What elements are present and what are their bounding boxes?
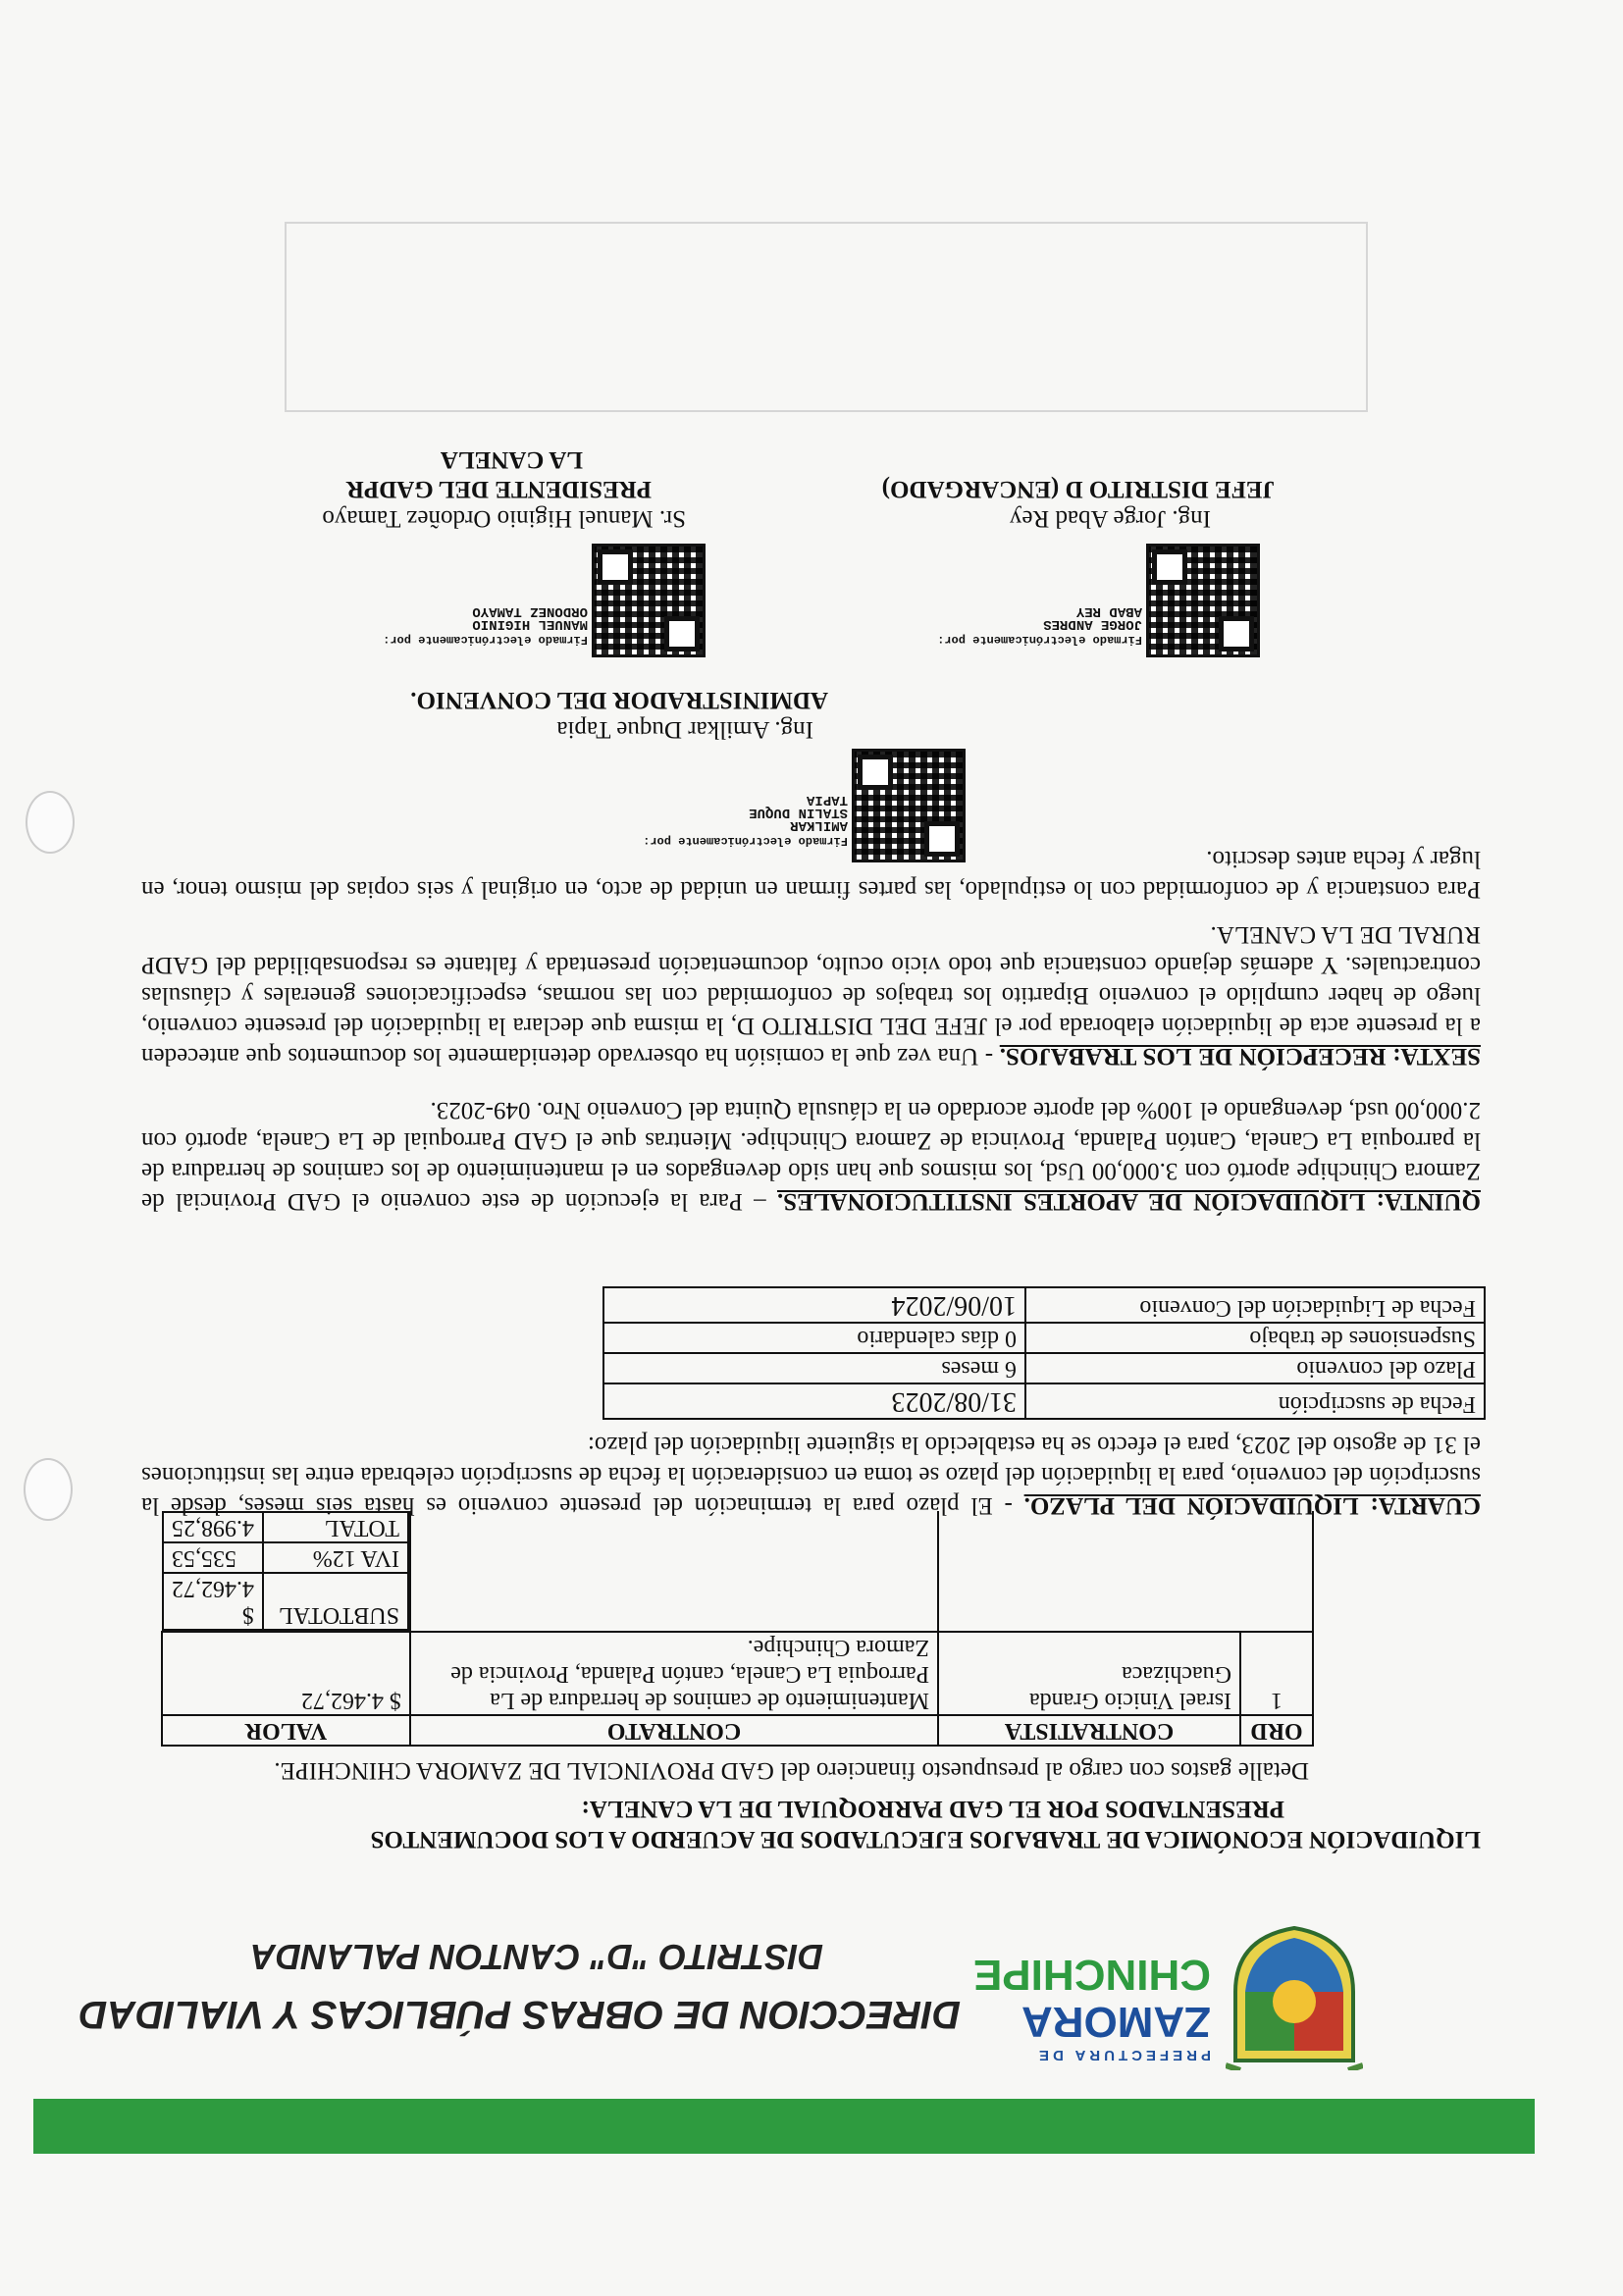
quinta-text: – Para la ejecución de este convenio el GAD Provincial de Zamora Chinchipe aportó con 3.000,00 Usd, los mismos que han sido devengados en el mantenimiento de los caminos de herradura de la parroquia La Canela, Cantón Palanda, Provincia de Zamora Chinchipe. Mientras que el GAD Parroquial de La Canela, aportó con 2.000,00 usd, devengando el 100% del aporte acordado en la cláusula Quinta del Convenio Nro. 049-2023. bbox=[140, 1097, 1481, 1215]
table-row bbox=[603, 1287, 1485, 1323]
stamp-caption: Firmado electrónicamente por: bbox=[937, 633, 1142, 647]
stamp-name: JORGE ANDRES ABAD REY bbox=[1043, 603, 1142, 632]
cuarta-heading: CUARTA: LIQUIDACIÓN DEL PLAZO. bbox=[1023, 1492, 1481, 1519]
qr-code-icon bbox=[852, 749, 966, 862]
signature-jefe bbox=[848, 451, 1358, 667]
cost-table-header bbox=[162, 1715, 1313, 1746]
subtotal-value: $ 4.462,72 bbox=[163, 1573, 263, 1630]
plazo-label: Fecha de suscripción bbox=[1025, 1383, 1485, 1419]
zamora-label: ZAMORA bbox=[1021, 1998, 1211, 2046]
detail-text: Detalle gastos con cargo al presupuesto financiero del GAD PROVINCIAL DE ZAMORA CHINCHIPE. bbox=[274, 1757, 1309, 1784]
admin-role: ADMINISTRADOR DEL CONVENIO. bbox=[410, 687, 828, 713]
shield-logo-icon bbox=[1226, 1923, 1363, 2070]
stamp-caption: Firmado electrónicamente por: bbox=[643, 834, 848, 848]
plazo-value: 0 días calendario bbox=[603, 1323, 1025, 1353]
plazo-value: 31/08/2023 bbox=[603, 1383, 1025, 1419]
cell-valor: $ 4.462,72 bbox=[162, 1632, 410, 1715]
document-title bbox=[146, 1794, 1481, 1854]
plazo-label: Plazo del convenio bbox=[1025, 1353, 1485, 1383]
cuarta-paragraph bbox=[141, 1430, 1481, 1521]
plazo-table bbox=[602, 1286, 1486, 1420]
header-green-bar bbox=[33, 2099, 1535, 2154]
sexta-heading: SEXTA: RECEPCIÓN DE LOS TRABAJOS. bbox=[999, 1043, 1481, 1070]
stamp-caption: Firmado electrónicamente por: bbox=[383, 633, 588, 647]
col-contratista: CONTRATISTA bbox=[938, 1715, 1240, 1746]
presidente-role-1: PRESIDENTE DEL GADPR bbox=[345, 476, 652, 502]
summary-row bbox=[162, 1511, 1313, 1632]
title-line-2: PRESENTADOS POR EL GAD PARROQUIAL DE LA CANELA: bbox=[581, 1796, 1284, 1822]
direccion-title: DIRECCION DE OBRAS PÚBLICAS Y VIALIDAD bbox=[79, 1993, 961, 2036]
admin-name: Ing. Amilkar Duque Tapia bbox=[556, 716, 813, 743]
signature-administrador bbox=[410, 672, 1034, 868]
cell-contrato: Mantenimiento de caminos de herradura de La Parroquia La Canela, cantón Palanda, Provincia de Zamora Chinchipe. bbox=[410, 1632, 938, 1715]
total-label: TOTAL bbox=[263, 1512, 408, 1542]
cell-contratista: Israel Vinicio Granda Guachizaca bbox=[938, 1632, 1240, 1715]
prefectura-label: PREFECTURA DE bbox=[1035, 2047, 1211, 2063]
qr-code-icon bbox=[1146, 544, 1260, 657]
stamp-name: MANUEL HIGINIO ORDONEZ TAMAYO bbox=[472, 603, 588, 632]
presidente-role-2: LA CANELA bbox=[440, 446, 583, 473]
punch-hole-bottom bbox=[26, 791, 75, 854]
col-contrato: CONTRATO bbox=[410, 1715, 938, 1746]
plazo-label: Fecha de Liquidación del Convenio bbox=[1025, 1287, 1485, 1323]
table-row bbox=[603, 1323, 1485, 1353]
table-row bbox=[603, 1383, 1485, 1419]
iva-value: 535,53 bbox=[163, 1542, 263, 1573]
cell-ord: 1 bbox=[1240, 1632, 1313, 1715]
sexta-text: - Una vez que la comisión ha observado detenidamente los documentos que anteceden a la presente acta de liquidación elaborada por el JEFE DEL DISTRITO D, la misma que declara la liquidación del presente convenio, luego de haber cumplido el convenio Bipartito los trabajos de conformidad con las normas, especificaciones generales y cláusulas contractuales. Y además dejando constancia que todo vicio oculto, documentación presentada y faltante es responsabilidad del GADP RURAL DE LA CANELA. bbox=[141, 921, 1481, 1070]
table-row bbox=[162, 1632, 1313, 1715]
bleed-through-table bbox=[285, 222, 1368, 412]
subtotal-label: SUBTOTAL bbox=[263, 1573, 408, 1630]
presidente-name: Sr. Manuel Higinio Ordoñez Tamayo bbox=[322, 505, 686, 532]
quinta-paragraph bbox=[141, 1095, 1481, 1217]
letterhead bbox=[78, 1904, 1373, 2075]
jefe-name: Ing. Jorge Abad Rey bbox=[1009, 505, 1211, 532]
cost-table bbox=[161, 1511, 1314, 1747]
quinta-heading: QUINTA: LIQUIDACIÓN DE APORTES INSTITUCIONALES. bbox=[776, 1188, 1481, 1215]
stamp-name: AMILKAR STALIN DUQUE TAPIA bbox=[749, 792, 848, 833]
plazo-value: 10/06/2024 bbox=[603, 1287, 1025, 1323]
cuarta-text: - El plazo para la terminación del presente convenio es hasta seis meses, desde la suscripción del convenio, para la liquidación del plazo se toma en consideración la fecha de suscripción celebrada entre las instituciones el 31 de agosto del 2023, para el efecto se ha establecido la siguiente liquidación del plazo: bbox=[140, 1432, 1481, 1519]
title-line-1: LIQUIDACIÓN ECONÓMICA DE TRABAJOS EJECUTADOS DE ACUERDO A LOS DOCUMENTOS bbox=[370, 1826, 1481, 1852]
qr-code-icon bbox=[592, 544, 706, 657]
closing-paragraph: Para constancia y de conformidad con lo estipulado, las partes firman en unidad de acto, en original y seis copias del mismo tenor, en lugar y fecha antes descrito. bbox=[141, 846, 1481, 903]
iva-label: IVA 12% bbox=[263, 1542, 408, 1573]
table-row bbox=[603, 1353, 1485, 1383]
summary-table bbox=[162, 1511, 409, 1631]
distrito-title: DISTRITO "D" CANTON PALANDA bbox=[249, 1937, 823, 1977]
total-value: 4.998,25 bbox=[163, 1512, 263, 1542]
sexta-paragraph bbox=[141, 919, 1481, 1071]
col-ord: ORD bbox=[1240, 1715, 1313, 1746]
jefe-role: JEFE DISTRITO D (ENCARGADO) bbox=[881, 476, 1275, 502]
plazo-value: 6 meses bbox=[603, 1353, 1025, 1383]
chinchipe-label: CHINCHIPE bbox=[972, 1951, 1211, 1999]
col-valor: VALOR bbox=[162, 1715, 410, 1746]
signature-presidente bbox=[210, 432, 720, 667]
plazo-label: Suspensiones de trabajo bbox=[1025, 1323, 1485, 1353]
punch-hole-top bbox=[24, 1458, 73, 1521]
